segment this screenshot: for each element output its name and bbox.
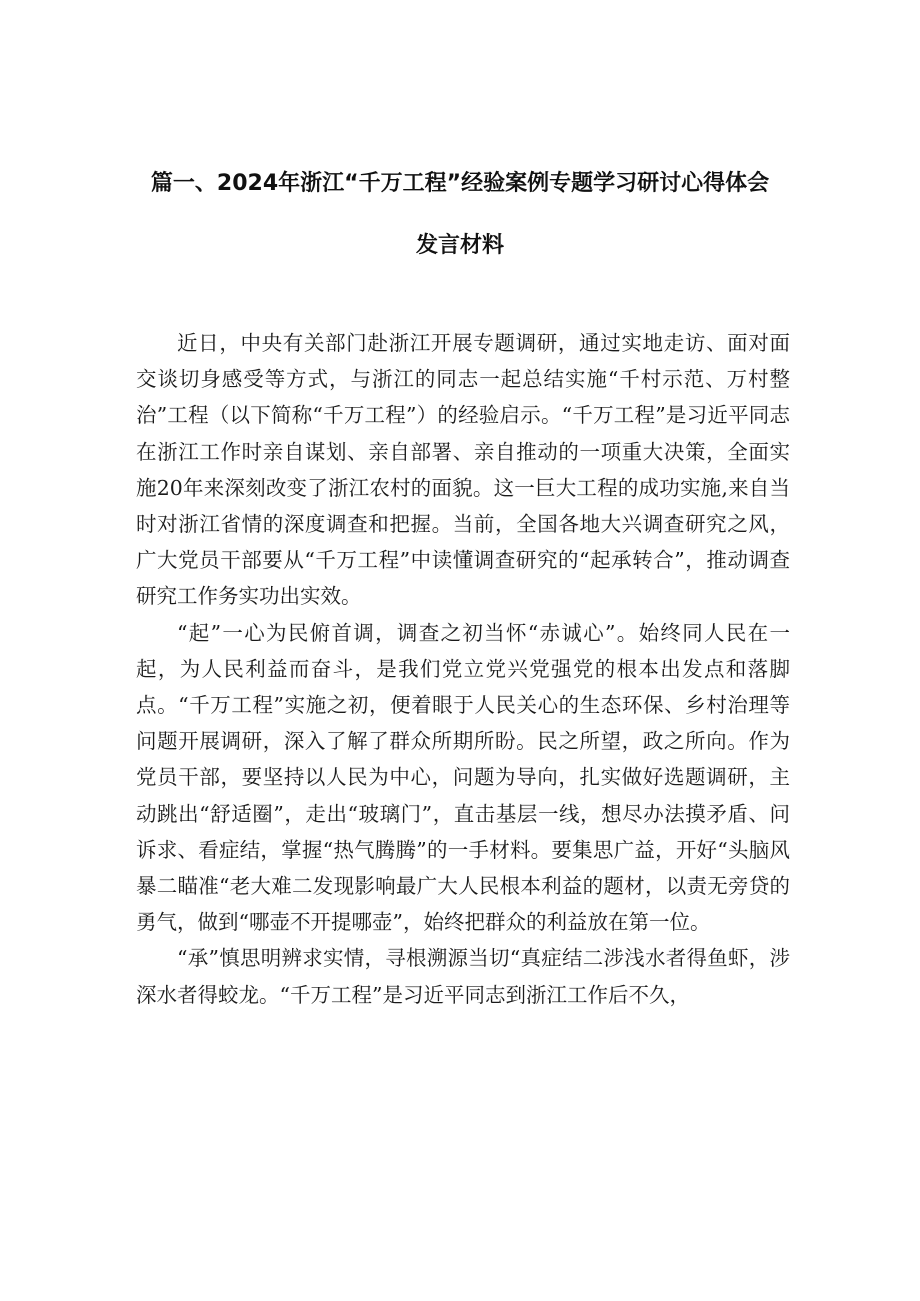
document-title-line-1: 篇一、2024年浙江“千万工程”经验案例专题学习研讨心得体会 xyxy=(150,171,770,196)
paragraph-qi: “起”一心为民俯首调，调查之初当怀“赤诚心”。始终同人民在一起，为人民利益而奋斗，是我们党立党兴党强党的根本出发点和落脚点。“千万工程”实施之初，便着眼于人民关心的生态环保、乡村治理等问题开展调研，深入了解了群众所期所盼。民之所望，政之所向。作为党员干部，要坚持以人民为中心，问题为导向，扎实做好选题调研，主动跳出“舒适圈”，走出“玻璃门”，直击基层一线，想尽办法摸矛盾、问诉求、看症结，掌握“热气腾腾”的一手材料。要集思广益，开好“头脑风暴二瞄准“老大难二发现影响最广大人民根本利益的题材，以责无旁贷的勇气，做到“哪壶不开提哪壶”，始终把群众的利益放在第一位。 xyxy=(136,620,790,935)
paragraph-intro: 近日，中央有关部门赴浙江开展专题调研，通过实地走访、面对面交谈切身感受等方式，与浙江的同志一起总结实施“千村示范、万村整治”工程（以下简称“千万工程”）的经验启示。“千万工程”是习近平同志在浙江工作时亲自谋划、亲自部署、亲自推动的一项重大决策，全面实施20年来深刻改变了浙江农村的面貌。这一巨大工程的成功实施,来自当时对浙江省情的深度调查和把握。当前，全国各地大兴调查研究之风，广大党员干部要从“千万工程”中读懂调查研究的“起承转合”，推动调查研究工作务实功出实效。 xyxy=(136,331,790,609)
document-title-line-2: 发言材料 xyxy=(415,233,504,258)
document-body xyxy=(136,325,790,1013)
paragraph-cheng: “承”慎思明辨求实情，寻根溯源当切“真症结二涉浅水者得鱼虾，涉深水者得蛟龙。“千万工程”是习近平同志到浙江工作后不久， xyxy=(136,946,790,1007)
